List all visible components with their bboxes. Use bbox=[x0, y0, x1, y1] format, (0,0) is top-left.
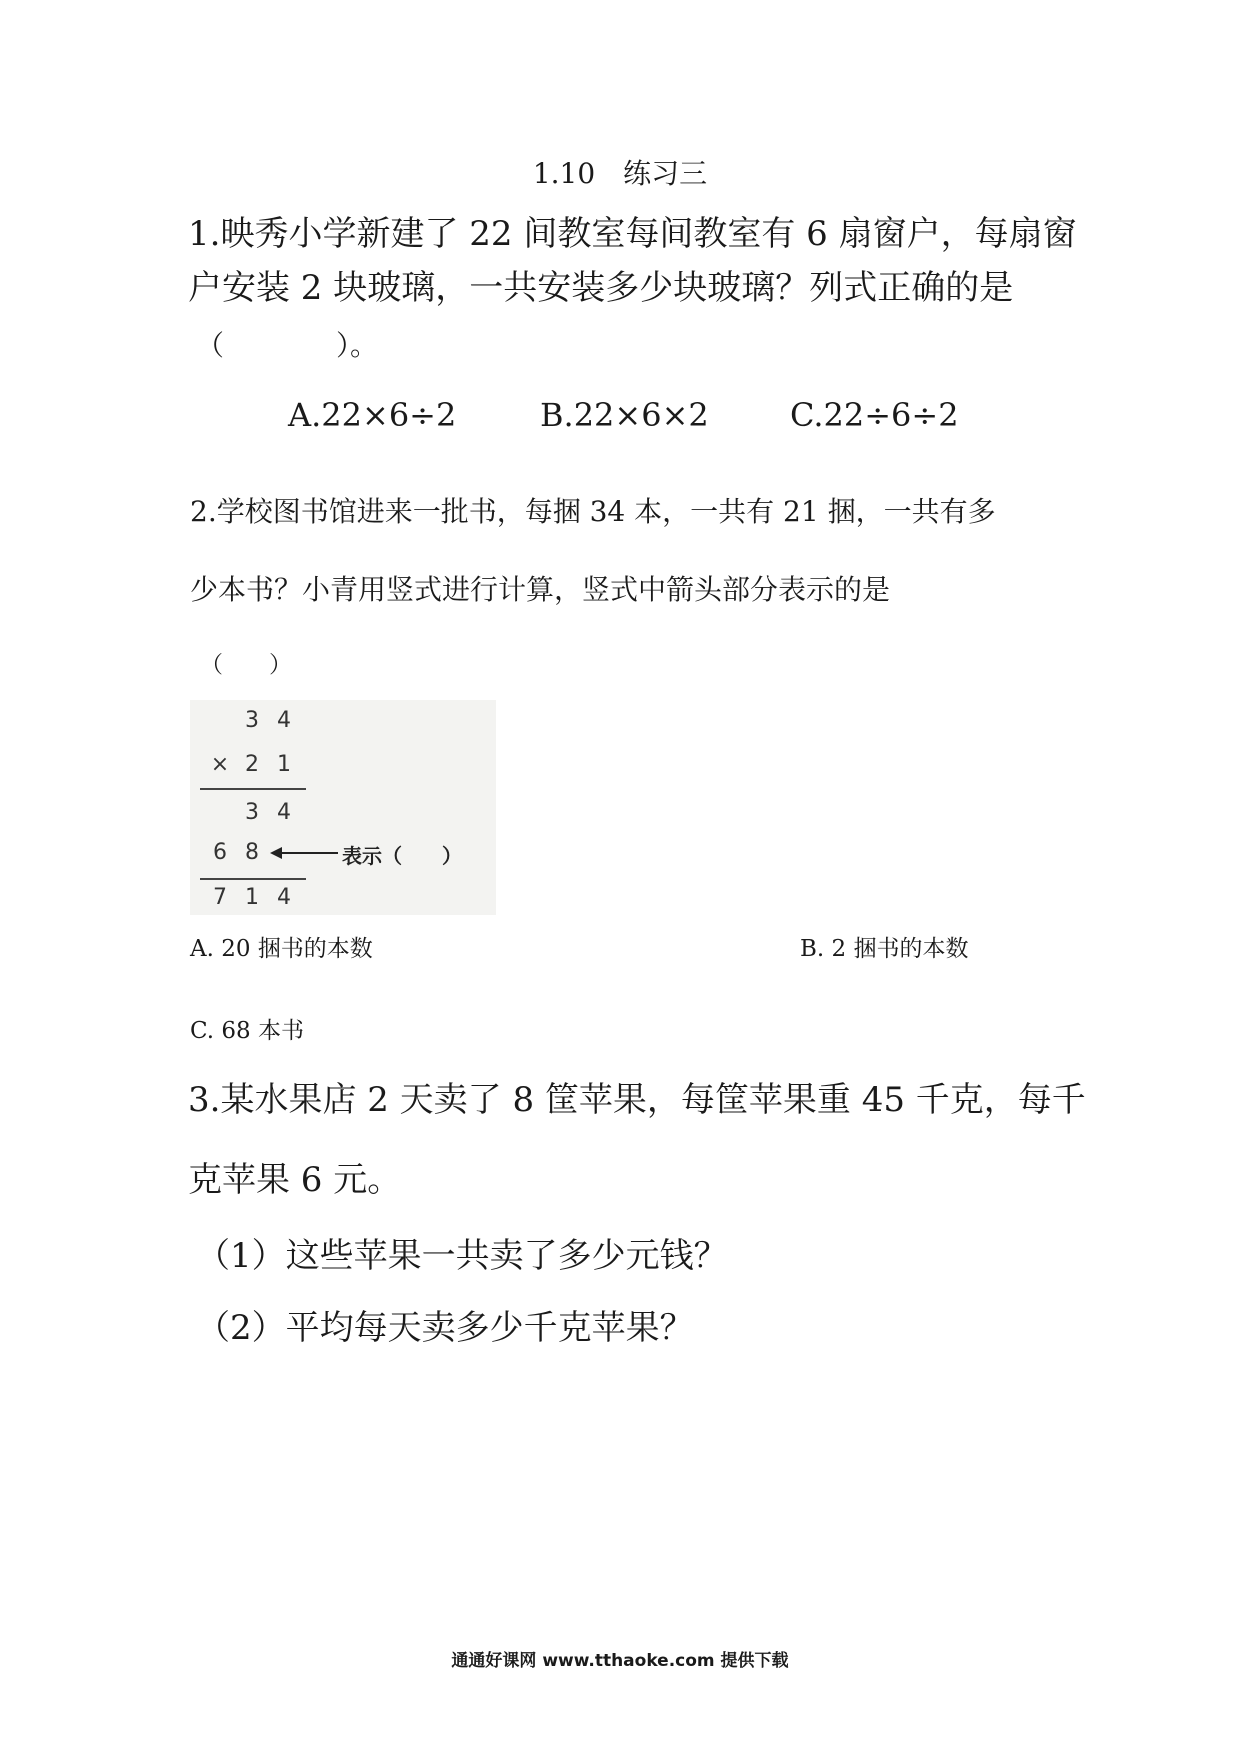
q1-line1: 1.映秀小学新建了 22 间教室每间教室有 6 扇窗户，每扇窗 bbox=[188, 214, 1077, 254]
q2-option-b: B. 2 捆书的本数 bbox=[800, 936, 969, 962]
q2-option-a: A. 20 捆书的本数 bbox=[190, 936, 373, 962]
digit: 4 bbox=[277, 708, 291, 733]
q3-sub2: （2）平均每天卖多少千克苹果？ bbox=[196, 1308, 694, 1348]
q3-sub1: （1）这些苹果一共卖了多少元钱？ bbox=[196, 1236, 728, 1276]
q2-answer-blank: （ ） bbox=[200, 652, 292, 678]
page-title: 1.10 练习三 bbox=[532, 157, 708, 190]
q1-option-b: B.22×6×2 bbox=[540, 396, 709, 434]
q1-answer-blank: （ ）。 bbox=[196, 329, 379, 362]
digit: 3 bbox=[245, 800, 259, 825]
digit: 7 bbox=[213, 885, 227, 910]
digit: 4 bbox=[277, 885, 291, 910]
q1-line2: 户安装 2 块玻璃，一共安装多少块玻璃？列式正确的是 bbox=[188, 268, 1014, 308]
multiply-sign: × bbox=[210, 752, 230, 777]
arrow-line bbox=[280, 852, 338, 854]
q1-option-c: C.22÷6÷2 bbox=[790, 396, 959, 434]
calc-rule bbox=[200, 878, 306, 880]
q2-line1: 2.学校图书馆进来一批书，每捆 34 本，一共有 21 捆，一共有多 bbox=[190, 495, 996, 528]
digit: 8 bbox=[245, 840, 259, 865]
digit: 4 bbox=[277, 800, 291, 825]
digit: 3 bbox=[245, 708, 259, 733]
q2-option-c: C. 68 本书 bbox=[190, 1018, 304, 1044]
digit: 6 bbox=[213, 840, 227, 865]
q3-line2: 克苹果 6 元。 bbox=[188, 1160, 402, 1200]
digit: 2 bbox=[245, 752, 259, 777]
arrow-label: 表示（ ） bbox=[342, 844, 462, 868]
calc-rule bbox=[200, 788, 306, 790]
digit: 1 bbox=[245, 885, 259, 910]
digit: 1 bbox=[277, 752, 291, 777]
footer-source: 通通好课网 www.tthaoke.com 提供下载 bbox=[451, 1651, 789, 1671]
vertical-multiplication-figure bbox=[190, 700, 496, 915]
q1-option-a: A.22×6÷2 bbox=[288, 396, 457, 434]
q3-line1: 3.某水果店 2 天卖了 8 筐苹果，每筐苹果重 45 千克，每千 bbox=[188, 1080, 1086, 1120]
q2-line2: 少本书？小青用竖式进行计算，竖式中箭头部分表示的是 bbox=[190, 573, 891, 606]
